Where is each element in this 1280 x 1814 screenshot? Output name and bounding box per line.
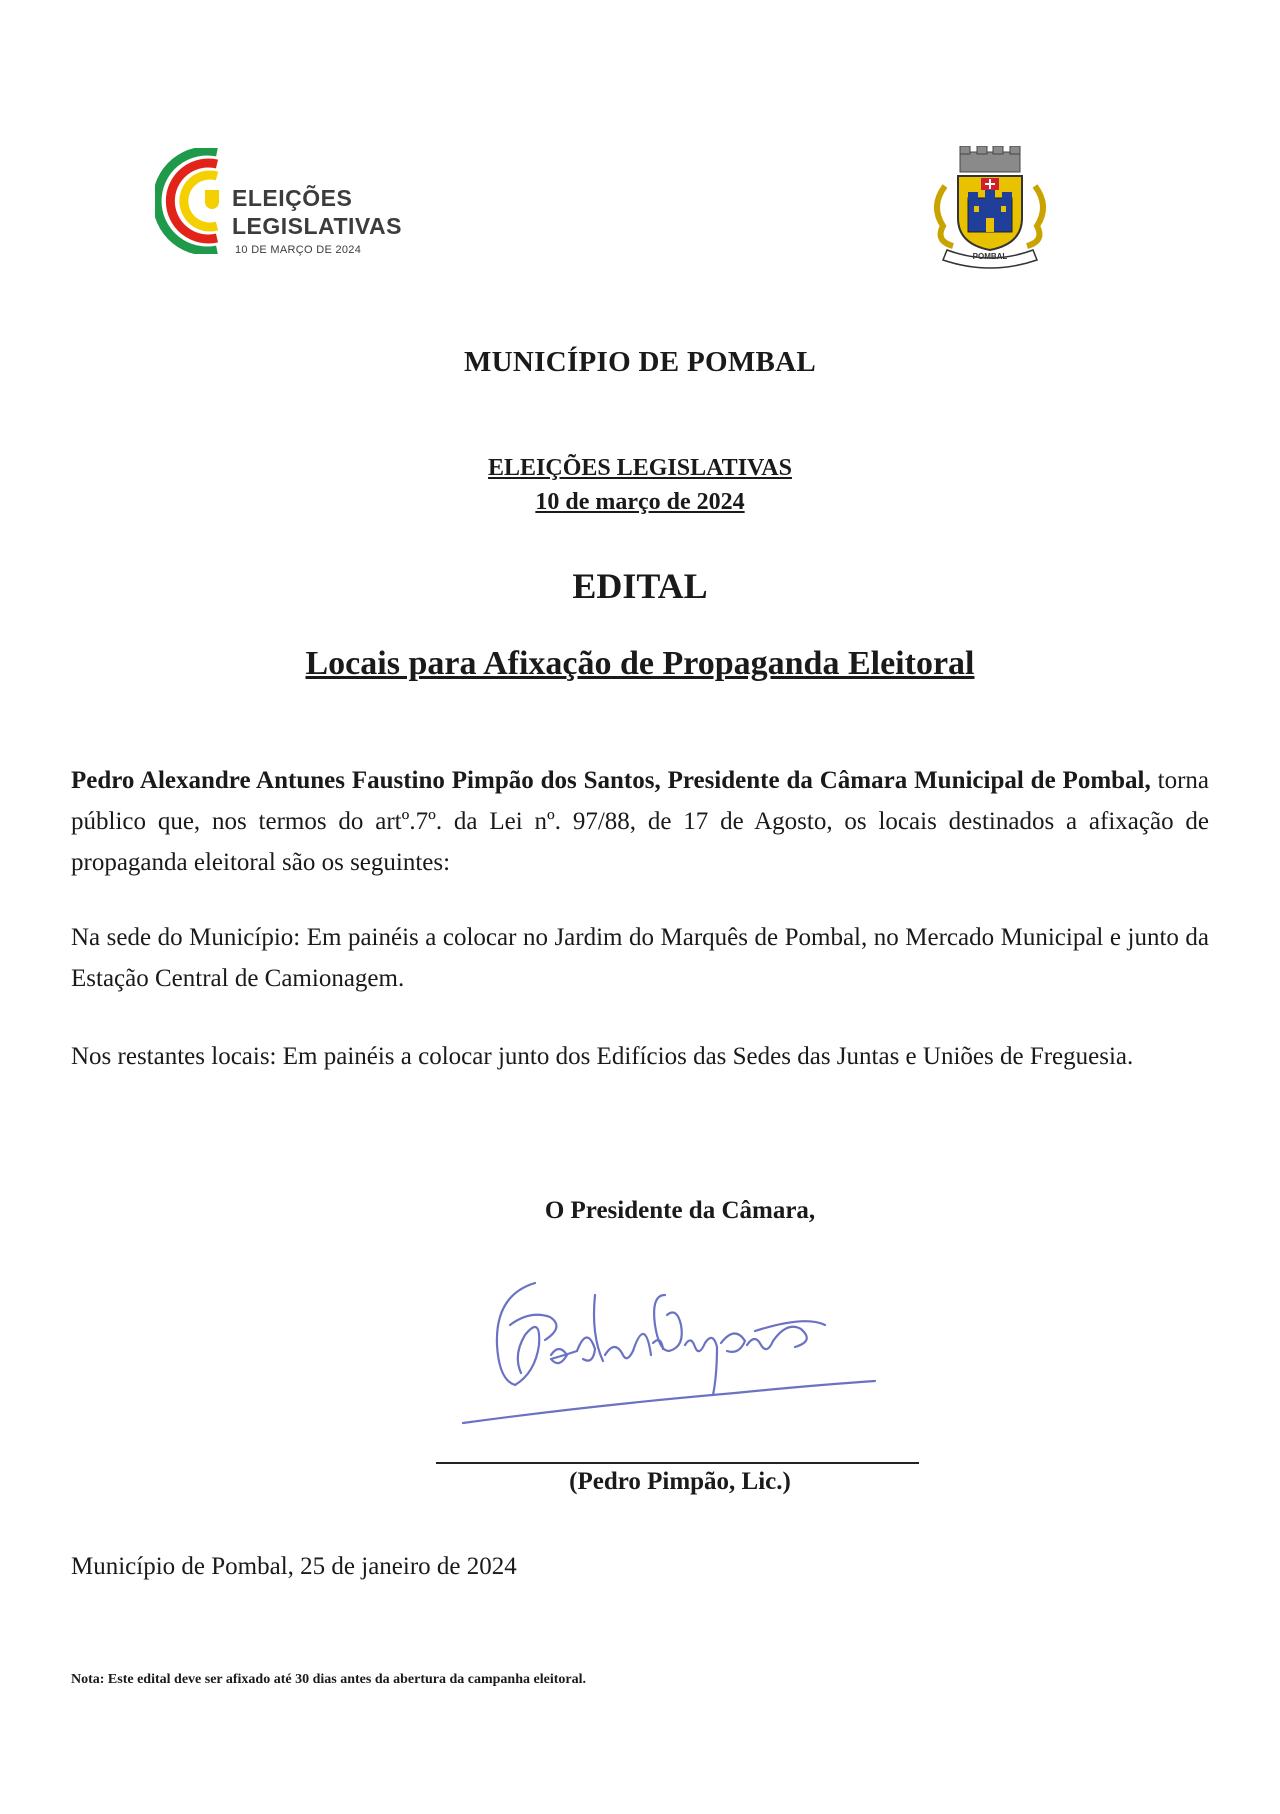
coat-of-arms-motto: POMBAL bbox=[972, 252, 1008, 261]
paragraph-sede: Na sede do Município: Em painéis a colocar no Jardim do Marquês de Pombal, no Mercado Municipal e junto da Estação Central de Camionagem. bbox=[71, 924, 1209, 992]
elections-logo-line1: ELEIÇÕES bbox=[232, 185, 353, 211]
document-subject: Locais para Afixação de Propaganda Eleitoral bbox=[305, 645, 975, 682]
intro-rest: torna público que, nos termos do artº.7º. da Lei nº. 97/88, de 17 de Agosto, os locais destinados a afixação de propaganda eleitoral são os seguintes: bbox=[71, 767, 1209, 876]
signatory-name: (Pedro Pimpão, Lic.) bbox=[569, 1468, 791, 1495]
signature-heading: O Presidente da Câmara, bbox=[544, 1197, 816, 1224]
place-and-date: Município de Pombal, 25 de janeiro de 2024 bbox=[71, 1553, 517, 1580]
intro-paragraph bbox=[71, 760, 1209, 883]
municipality-title: MUNICÍPIO DE POMBAL bbox=[463, 346, 817, 378]
election-title: ELEIÇÕES LEGISLATIVAS bbox=[488, 455, 792, 481]
election-date: 10 de março de 2024 bbox=[535, 489, 745, 515]
paragraph-restantes: Nos restantes locais: Em painéis a colocar junto dos Edifícios das Sedes das Juntas e Uniões de Freguesia. bbox=[71, 1043, 1134, 1070]
document-type: EDITAL bbox=[572, 566, 708, 606]
pombal-coat-of-arms bbox=[925, 146, 1055, 276]
elections-logo-date: 10 DE MARÇO DE 2024 bbox=[235, 244, 362, 256]
footer-note: Nota: Este edital deve ser afixado até 30 dias antes da abertura da campanha eleitoral. bbox=[71, 1672, 586, 1687]
elections-logo bbox=[155, 148, 402, 268]
signature-line bbox=[436, 1462, 919, 1464]
handwritten-signature bbox=[455, 1255, 895, 1435]
elections-logo-line2: LEGISLATIVAS bbox=[232, 213, 402, 239]
intro-bold: Pedro Alexandre Antunes Faustino Pimpão dos Santos, Presidente da Câmara Municipal de Pombal, bbox=[71, 767, 1151, 794]
